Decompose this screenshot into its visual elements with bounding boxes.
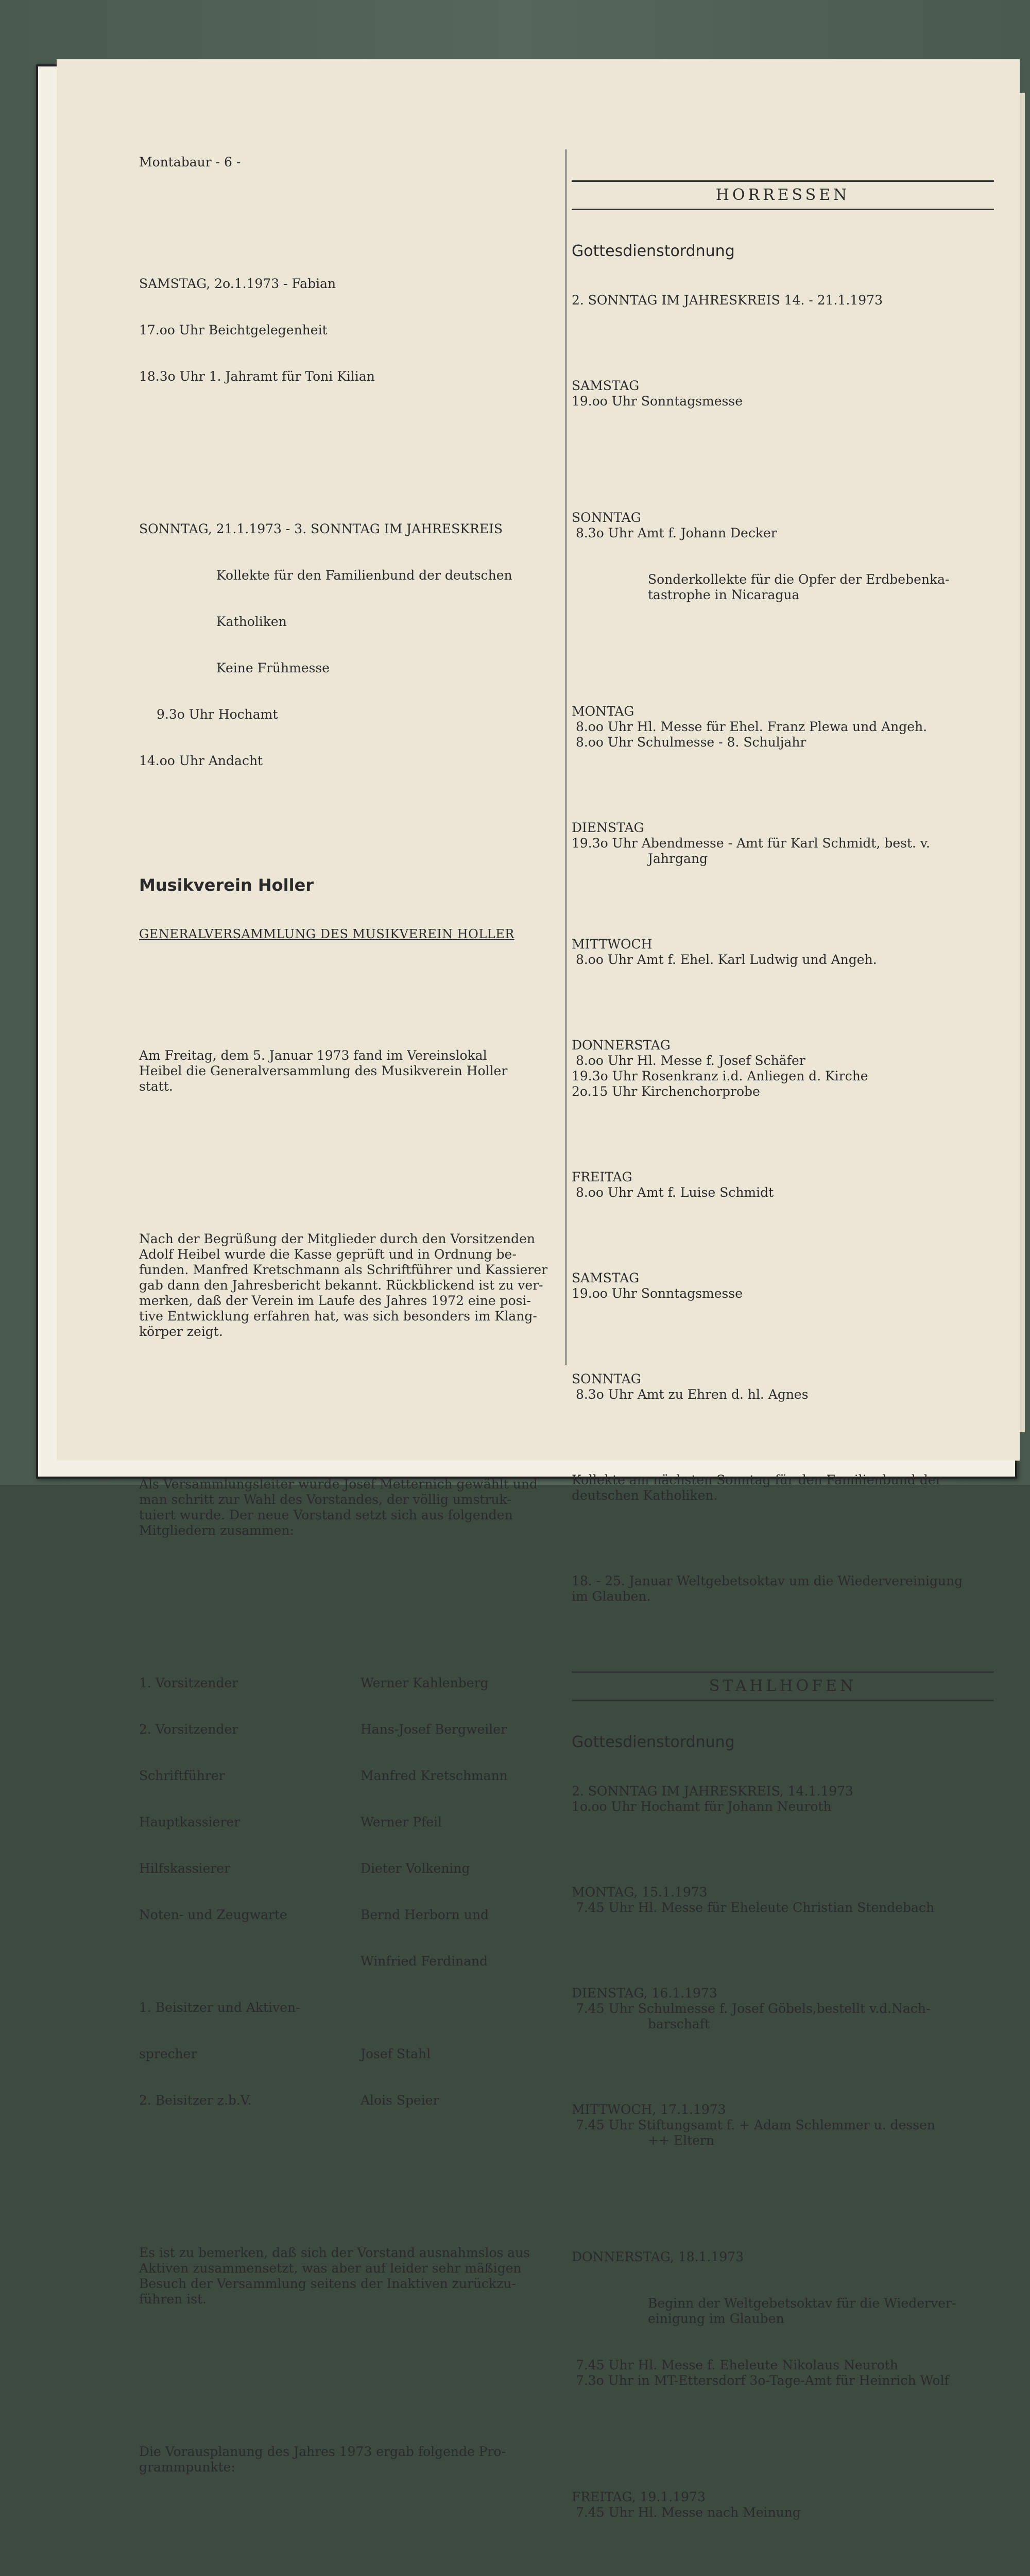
column-divider <box>565 149 566 1365</box>
musikverein-heading: Musikverein Holler <box>139 875 314 895</box>
horressen-kollekte: Kollekte am nächsten Sonntag für den Familienbund der deutschen Katholiken. <box>572 1472 942 1503</box>
gottesdienst-heading-1: Gottesdienstordnung <box>572 242 735 260</box>
paragraph-3: Als Versammlungsleiter wurde Josef Metternich gewählt und man schritt zur Wahl des Vorstandes, der völlig umstruk- tuiert wurde. Der neue Vorstand setzt sich aus folgenden Mitgliedern zusammen: <box>139 1477 538 1538</box>
stahlhofen-donnerstag: DONNERSTAG, 18.1.1973 Beginn der Weltgebetsoktav für die Wiederver- einigung im Glauben 7.45 Uhr Hl. Messe f. Eheleute Nikolaus Neuroth 7.3o Uhr in MT-Ettersdorf 3o-Tage-Amt für Heinrich Wolf <box>572 2249 956 2388</box>
samstag-block: SAMSTAG, 2o.1.1973 - Fabian 17.oo Uhr Beichtgelegenheit 18.3o Uhr 1. Jahramt für Toni Kilian <box>139 276 375 384</box>
page-header: Montabaur - 6 - <box>139 155 241 170</box>
paragraph-1: Am Freitag, dem 5. Januar 1973 fand im Vereinslokal Heibel die Generalversammlung des Musikverein Holler statt. <box>139 1048 508 1094</box>
horressen-montag: MONTAG 8.oo Uhr Hl. Messe für Ehel. Franz Plewa und Angeh. 8.oo Uhr Schulmesse - 8. Schuljahr <box>572 704 928 750</box>
stahlhofen-montag: MONTAG, 15.1.1973 7.45 Uhr Hl. Messe für Eheleute Christian Stendebach <box>572 1885 935 1915</box>
horressen-samstag: SAMSTAG 19.oo Uhr Sonntagsmesse <box>572 378 743 409</box>
horressen-sonntag: SONNTAG 8.3o Uhr Amt f. Johann Decker Sonderkollekte für die Opfer der Erdbebenka- tastrophe in Nicaragua <box>572 510 950 602</box>
horressen-samstag-2: SAMSTAG 19.oo Uhr Sonntagsmesse <box>572 1270 743 1301</box>
stahlhofen-freitag: FREITAG, 19.1.1973 7.45 Uhr Hl. Messe nach Meinung <box>572 2489 801 2520</box>
paragraph-4: Es ist zu bemerken, daß sich der Vorstand ausnahmslos aus Aktiven zusammensetzt, was aber auf leider sehr mäßigen Besuch der Versammlung seitens der Inaktiven zurückzu- führen ist. <box>139 2245 530 2307</box>
horressen-title: HORRESSEN <box>572 180 994 210</box>
stahlhofen-sonntag: 2. SONNTAG IM JAHRESKREIS, 14.1.1973 1o.oo Uhr Hochamt für Johann Neuroth <box>572 1784 853 1814</box>
paragraph-5: Die Vorausplanung des Jahres 1973 ergab folgende Pro- grammpunkte: <box>139 2444 506 2475</box>
stahlhofen-dienstag: DIENSTAG, 16.1.1973 7.45 Uhr Schulmesse f. Josef Göbels,bestellt v.d.Nach- barschaft <box>572 1986 931 2031</box>
stahlhofen-title: STAHLHOFEN <box>572 1671 994 1701</box>
horressen-donnerstag: DONNERSTAG 8.oo Uhr Hl. Messe f. Josef Schäfer 19.3o Uhr Rosenkranz i.d. Anliegen d. Kirche 2o.15 Uhr Kirchenchorprobe <box>572 1038 868 1099</box>
right-column: HORRESSEN Gottesdienstordnung 2. SONNTAG IM JAHRESKREIS 14. - 21.1.1973 SAMSTAG 19.oo Uhr Sonntagsmesse SONNTAG 8.3o Uhr Amt f. Johann Decker Sonderkollekte für die Opfer der Erdbebenka- tastrophe in Nicaragua MONTAG 8.oo Uhr Hl. Messe für Ehel. Franz Plewa und Angeh. 8.oo Uhr Schulmesse - 8. Schuljahr DIENSTAG 19.3o Uhr Abendmesse - Amt für Karl Schmidt, best. v. Jahrgang MITTWOCH 8.oo Uhr Amt f. Ehel. Karl Ludwig und Angeh. DONNERSTAG 8.oo Uhr Hl. Messe f. Josef Schäfer 19.3o Uhr Rosenkranz i.d. Anliegen d. Kirche 2o.15 Uhr Kirchenchorprobe FREITAG 8.oo Uhr Amt f. Luise Schmidt SAMSTAG 19.oo Uhr Sonntagsmesse SONNTAG 8.3o Uhr Amt zu Ehren d. hl. Agnes Kollekte am nächsten Sonntag für den Familienbund der deutschen Katholiken. 18. - 25. Januar Weltgebetsoktav um die Wiedervereinigung im Glauben. STAHLHOFEN Gottesdienstordnung 2. SONNTAG IM JAHRESKREIS, 14.1.1973 1o.oo Uhr Hochamt für Johann Neuroth MONTAG, 15.1.1973 7.45 Uhr Hl. Messe für Eheleute Christian Stendebach DIENSTAG, 16.1.1973 7.45 Uhr Schulmesse f. Josef Göbels,bestellt v.d.Nach- barschaft MITTWOCH, 17.1.1973 7.45 Uhr Stiftungsamt f. + Adam Schlemmer u. dessen ++ Eltern DONNERSTAG, 18.1.1973 Beginn der Weltgebetsoktav für die Wiederver- einigung im Glauben 7.45 Uhr Hl. Messe f. Eheleute Nikolaus Neuroth 7.3o Uhr in MT-Ettersdorf 3o-Tage-Amt für Heinrich Wolf FREITAG, 19.1.1973 7.45 Uhr Hl. Messe nach Meinung <box>572 149 994 2576</box>
musikverein-subheading: GENERALVERSAMMLUNG DES MUSIKVEREIN HOLLER <box>139 927 514 941</box>
horressen-freitag: FREITAG 8.oo Uhr Amt f. Luise Schmidt <box>572 1170 774 1200</box>
horressen-dienstag: DIENSTAG 19.3o Uhr Abendmesse - Amt für Karl Schmidt, best. v. Jahrgang <box>572 820 931 866</box>
horressen-gebetsoktav: 18. - 25. Januar Weltgebetsoktav um die Wiedervereinigung im Glauben. <box>572 1573 963 1604</box>
sonntag-block: SONNTAG, 21.1.1973 - 3. SONNTAG IM JAHRESKREIS Kollekte für den Familienbund der deutschen Katholiken Keine Frühmesse 9.3o Uhr Hochamt 14.oo Uhr Andacht <box>139 521 512 768</box>
vorstand-table: 1. Vorsitzender Werner Kahlenberg 2. Vorsitzender Hans-Josef Bergweiler Schriftführer Manfred Kretschmann Hauptkassierer Werner Pfeil Hilfskassierer Dieter Volkening Noten- und Zeugwarte Bernd Herborn und Winfried Ferdinand 1. Beisitzer und Aktiven- sprecher Josef Stahl 2. Beisitzer z.b.V. Alois Speier <box>139 1675 508 2108</box>
gottesdienst-heading-2: Gottesdienstordnung <box>572 1733 735 1751</box>
horressen-sonntag-2: SONNTAG 8.3o Uhr Amt zu Ehren d. hl. Agnes <box>572 1371 809 1402</box>
left-column <box>139 124 561 2576</box>
horressen-mittwoch: MITTWOCH 8.oo Uhr Amt f. Ehel. Karl Ludwig und Angeh. <box>572 937 877 967</box>
paragraph-2: Nach der Begrüßung der Mitglieder durch den Vorsitzenden Adolf Heibel wurde die Kasse geprüft und in Ordnung be- funden. Manfred Kretschmann als Schriftführer und Kassierer gab dann den Jahresbericht bekannt. Rückblickend ist zu ver- merken, daß der Verein im Laufe des Jahres 1972 eine posi- tive Entwicklung erfahren hat, was sich besonders im Klang- körper zeigt. <box>139 1231 548 1339</box>
stahlhofen-mittwoch: MITTWOCH, 17.1.1973 7.45 Uhr Stiftungsamt f. + Adam Schlemmer u. dessen ++ Eltern <box>572 2102 935 2148</box>
